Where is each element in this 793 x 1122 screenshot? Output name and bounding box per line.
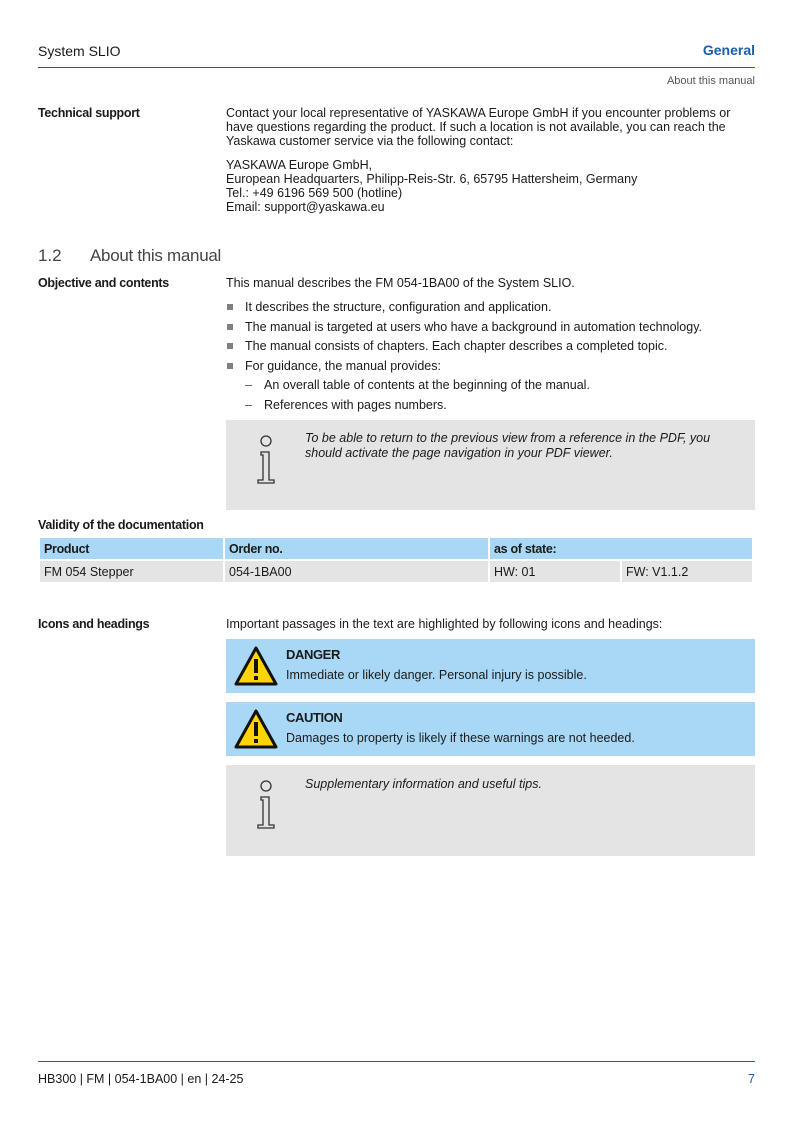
info-icon <box>256 434 278 486</box>
objective-intro: This manual describes the FM 054-1BA00 of the System SLIO. <box>226 276 575 290</box>
contact-address <box>226 158 756 214</box>
list-item: The manual consists of chapters. Each chapter describes a completed topic. <box>226 339 756 359</box>
section-title: About this manual <box>90 246 221 265</box>
sub-list-item: – References with pages numbers. <box>226 398 756 418</box>
address-line: Email: support@yaskawa.eu <box>226 200 385 214</box>
danger-box <box>226 639 755 693</box>
header-rule <box>38 67 755 68</box>
table-cell: FM 054 Stepper <box>40 561 223 582</box>
tech-support-text: Contact your local representative of YASKAWA Europe GmbH if you encounter problems or have questions regarding the product. If such a location is not available, you can reach the Yaskawa customer service via the following contact: <box>226 106 731 148</box>
pdf-navigation-note <box>226 420 755 510</box>
icons-label: Icons and headings <box>38 617 150 631</box>
warning-triangle-icon <box>234 709 278 749</box>
header-subsection: About this manual <box>666 75 755 87</box>
address-line: YASKAWA Europe GmbH, <box>226 158 373 172</box>
table-row <box>40 561 752 582</box>
tip-text: Supplementary information and useful tips. <box>305 777 542 791</box>
header-chapter: General <box>702 42 755 58</box>
table-header: Product <box>40 538 223 559</box>
page-number: 7 <box>748 1072 755 1086</box>
validity-label: Validity of the documentation <box>38 518 204 532</box>
table-header: Order no. <box>225 538 488 559</box>
table-cell: FW: V1.1.2 <box>622 561 752 582</box>
danger-title: DANGER <box>286 647 340 662</box>
icons-intro: Important passages in the text are highlighted by following icons and headings: <box>226 617 663 631</box>
objective-list <box>226 300 756 417</box>
tech-support-label: Technical support <box>38 106 140 120</box>
tip-box <box>226 765 755 856</box>
footer-rule <box>38 1061 755 1062</box>
table-header-row <box>40 538 752 559</box>
tech-support-body <box>226 106 756 214</box>
list-item: For guidance, the manual provides: <box>226 359 756 379</box>
header-product: System SLIO <box>38 43 121 59</box>
sub-list-item: – An overall table of contents at the beginning of the manual. <box>226 378 756 398</box>
table-header: as of state: <box>490 538 752 559</box>
warning-triangle-icon <box>234 646 278 686</box>
table-cell: HW: 01 <box>490 561 620 582</box>
address-line: Tel.: +49 6196 569 500 (hotline) <box>226 186 403 200</box>
note-text: To be able to return to the previous view from a reference in the PDF, you should activate the page navigation in your PDF viewer. <box>305 431 711 460</box>
address-line: European Headquarters, Philipp-Reis-Str. 6, 65795 Hattersheim, Germany <box>226 172 638 186</box>
section-number: 1.2 <box>38 246 62 265</box>
caution-text: Damages to property is likely if these warnings are not heeded. <box>286 731 635 745</box>
info-icon <box>256 779 278 831</box>
table-cell: 054-1BA00 <box>225 561 488 582</box>
list-item: It describes the structure, configuration and application. <box>226 300 756 320</box>
validity-table <box>38 538 754 582</box>
footer-doc-id: HB300 | FM | 054-1BA00 | en | 24-25 <box>38 1072 244 1086</box>
objective-label: Objective and contents <box>38 276 169 290</box>
caution-box <box>226 702 755 756</box>
danger-text: Immediate or likely danger. Personal injury is possible. <box>286 668 587 682</box>
caution-title: CAUTION <box>286 710 343 725</box>
list-item: The manual is targeted at users who have a background in automation technology. <box>226 320 756 340</box>
